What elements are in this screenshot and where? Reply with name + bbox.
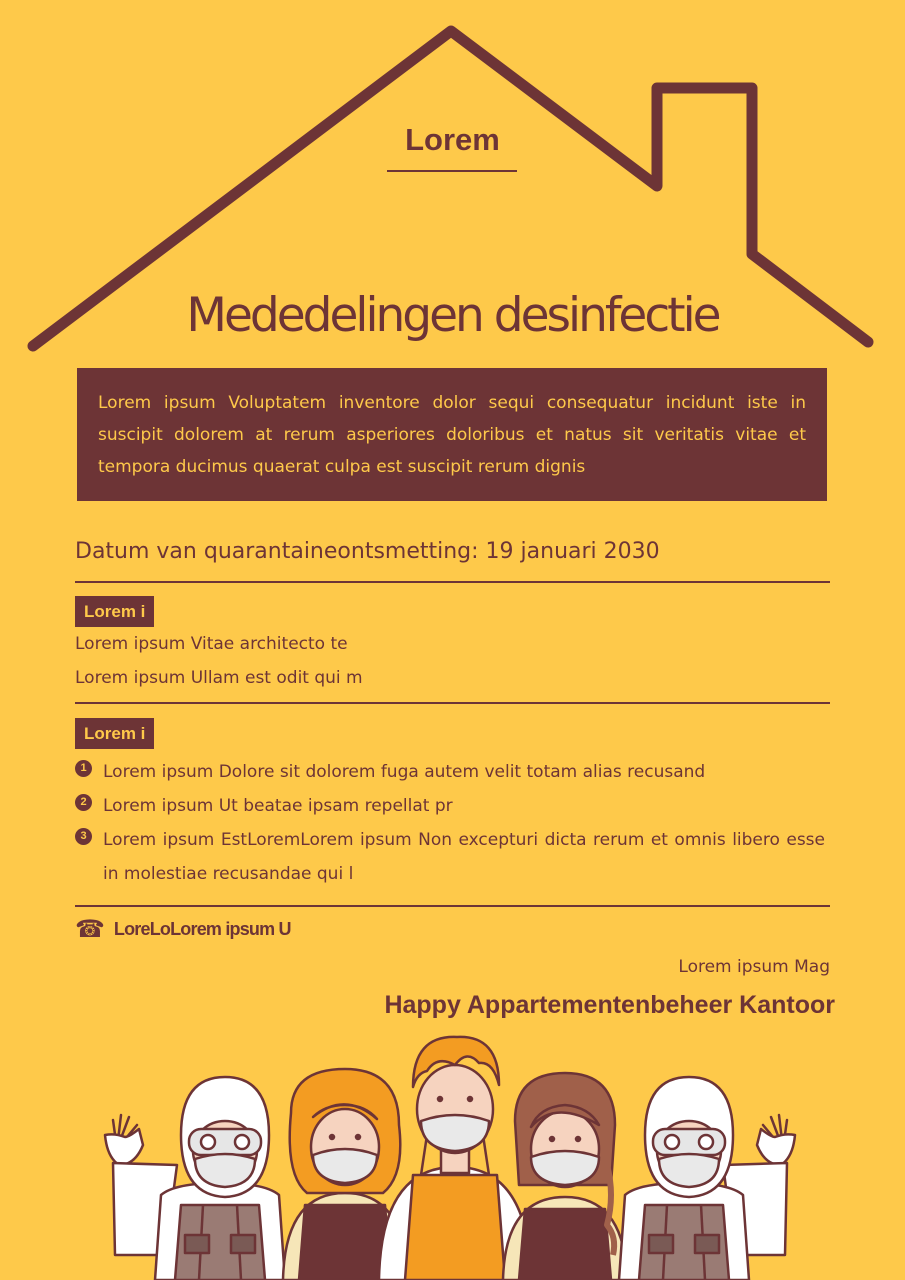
divider bbox=[75, 905, 830, 907]
header-underline bbox=[387, 170, 517, 172]
number-badge: 2 bbox=[75, 794, 92, 811]
divider bbox=[75, 702, 830, 704]
header-label: Lorem bbox=[405, 122, 500, 157]
list-item bbox=[75, 823, 825, 891]
number-badge: 3 bbox=[75, 828, 92, 845]
section1-line: Lorem ipsum Ullam est odit qui m bbox=[75, 668, 363, 688]
number-badge: 1 bbox=[75, 760, 92, 777]
page-title: Mededelingen desinfectie bbox=[186, 288, 719, 343]
intro-text: Lorem ipsum Voluptatem inventore dolor sequi consequatur incidunt iste in suscipit dolorem at rerum asperiores doloribus et natus sit veritatis vitae et tempora ducimus quaerat culpa est suscipit rerum dignis bbox=[98, 393, 806, 477]
footer-subtitle: Lorem ipsum Mag bbox=[678, 957, 830, 977]
section2-tag: Lorem i bbox=[75, 718, 154, 749]
phone-icon: ☎ bbox=[75, 915, 105, 943]
list-item-text: Lorem ipsum EstLoremLorem ipsum Non excepturi dicta rerum et omnis libero esse in molestiae recusandae qui l bbox=[103, 830, 825, 884]
list-item bbox=[75, 755, 825, 789]
list-item-text: Lorem ipsum Dolore sit dolorem fuga autem velit totam alias recusand bbox=[103, 762, 706, 782]
contact-text: LoreLoLorem ipsum U bbox=[113, 918, 291, 939]
list-item bbox=[75, 789, 825, 823]
quarantine-date: Datum van quarantaineontsmetting: 19 januari 2030 bbox=[75, 539, 660, 564]
intro-box bbox=[77, 368, 827, 501]
organization-name: Happy Appartementenbeheer Kantoor bbox=[384, 991, 835, 1019]
divider bbox=[75, 581, 830, 583]
section1-tag: Lorem i bbox=[75, 596, 154, 627]
team-illustration bbox=[95, 1025, 815, 1280]
list-item-text: Lorem ipsum Ut beatae ipsam repellat pr bbox=[103, 796, 453, 816]
section1-line: Lorem ipsum Vitae architecto te bbox=[75, 634, 348, 654]
contact-line bbox=[75, 916, 291, 942]
